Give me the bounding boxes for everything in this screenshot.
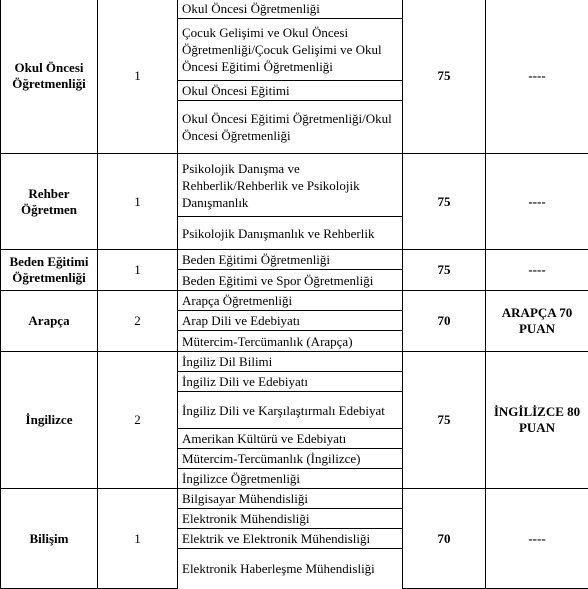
requirement-cell: ---- [486, 489, 588, 589]
department-cell: Okul Öncesi Eğitimi [178, 81, 403, 101]
table-row [1, 154, 588, 217]
position-cell: Beden Eğitimi Öğretmenliği [1, 250, 98, 291]
score-cell: 70 [403, 489, 486, 589]
score-cell: 75 [403, 0, 486, 154]
position-cell: Rehber Öğretmen [1, 154, 98, 250]
requirement-cell: İNGİLİZCE 80 PUAN [486, 352, 588, 489]
department-cell: Okul Öncesi Eğitimi Öğretmenliği/Okul Öncesi Öğretmenliği [178, 101, 403, 154]
department-cell: Elektronik Mühendisliği [178, 509, 403, 529]
table-row [1, 352, 588, 372]
position-cell: Bilişim [1, 489, 98, 589]
department-cell: Arap Dili ve Edebiyatı [178, 311, 403, 331]
requirement-cell: ---- [486, 154, 588, 250]
count-cell: 1 [98, 489, 178, 589]
score-cell: 75 [403, 154, 486, 250]
department-cell: İngiliz Dili ve Karşılaştırmalı Edebiyat [178, 392, 403, 429]
department-cell: Amerikan Kültürü ve Edebiyatı [178, 429, 403, 449]
department-cell: Okul Öncesi Öğretmenliği [178, 0, 403, 19]
score-cell: 70 [403, 291, 486, 352]
department-cell: İngiliz Dili ve Edebiyatı [178, 372, 403, 392]
department-cell: İngiliz Dil Bilimi [178, 352, 403, 372]
count-cell: 2 [98, 352, 178, 489]
score-cell: 75 [403, 250, 486, 291]
position-cell: Arapça [1, 291, 98, 352]
position-cell: İngilizce [1, 352, 98, 489]
department-cell: Bilgisayar Mühendisliği [178, 489, 403, 509]
count-cell: 1 [98, 250, 178, 291]
department-cell: Psikolojik Danışmanlık ve Rehberlik [178, 217, 403, 250]
count-cell: 2 [98, 291, 178, 352]
department-cell: Elektronik Haberleşme Mühendisliği [178, 549, 403, 589]
requirement-cell: ---- [486, 0, 588, 154]
department-cell: Arapça Öğretmenliği [178, 291, 403, 311]
department-cell: Çocuk Gelişimi ve Okul Öncesi Öğretmenliği/Çocuk Gelişimi ve Okul Öncesi Eğitimi Öğretmenliği [178, 19, 403, 81]
table-row [1, 489, 588, 509]
department-cell: İngilizce Öğretmenliği [178, 469, 403, 489]
department-cell: Psikolojik Danışma ve Rehberlik/Rehberlik ve Psikolojik Danışmanlık [178, 154, 403, 217]
table-row [1, 0, 588, 19]
requirement-cell: ---- [486, 250, 588, 291]
table-row [1, 250, 588, 270]
count-cell: 1 [98, 0, 178, 154]
table-row [1, 291, 588, 311]
count-cell: 1 [98, 154, 178, 250]
position-cell: Okul Öncesi Öğretmenliği [1, 0, 98, 154]
department-cell: Elektrik ve Elektronik Mühendisliği [178, 529, 403, 549]
department-cell: Mütercim-Tercümanlık (İngilizce) [178, 449, 403, 469]
department-cell: Mütercim-Tercümanlık (Arapça) [178, 331, 403, 352]
requirement-cell: ARAPÇA 70 PUAN [486, 291, 588, 352]
department-cell: Beden Eğitimi Öğretmenliği [178, 250, 403, 270]
score-cell: 75 [403, 352, 486, 489]
department-cell: Beden Eğitimi ve Spor Öğretmenliği [178, 270, 403, 291]
